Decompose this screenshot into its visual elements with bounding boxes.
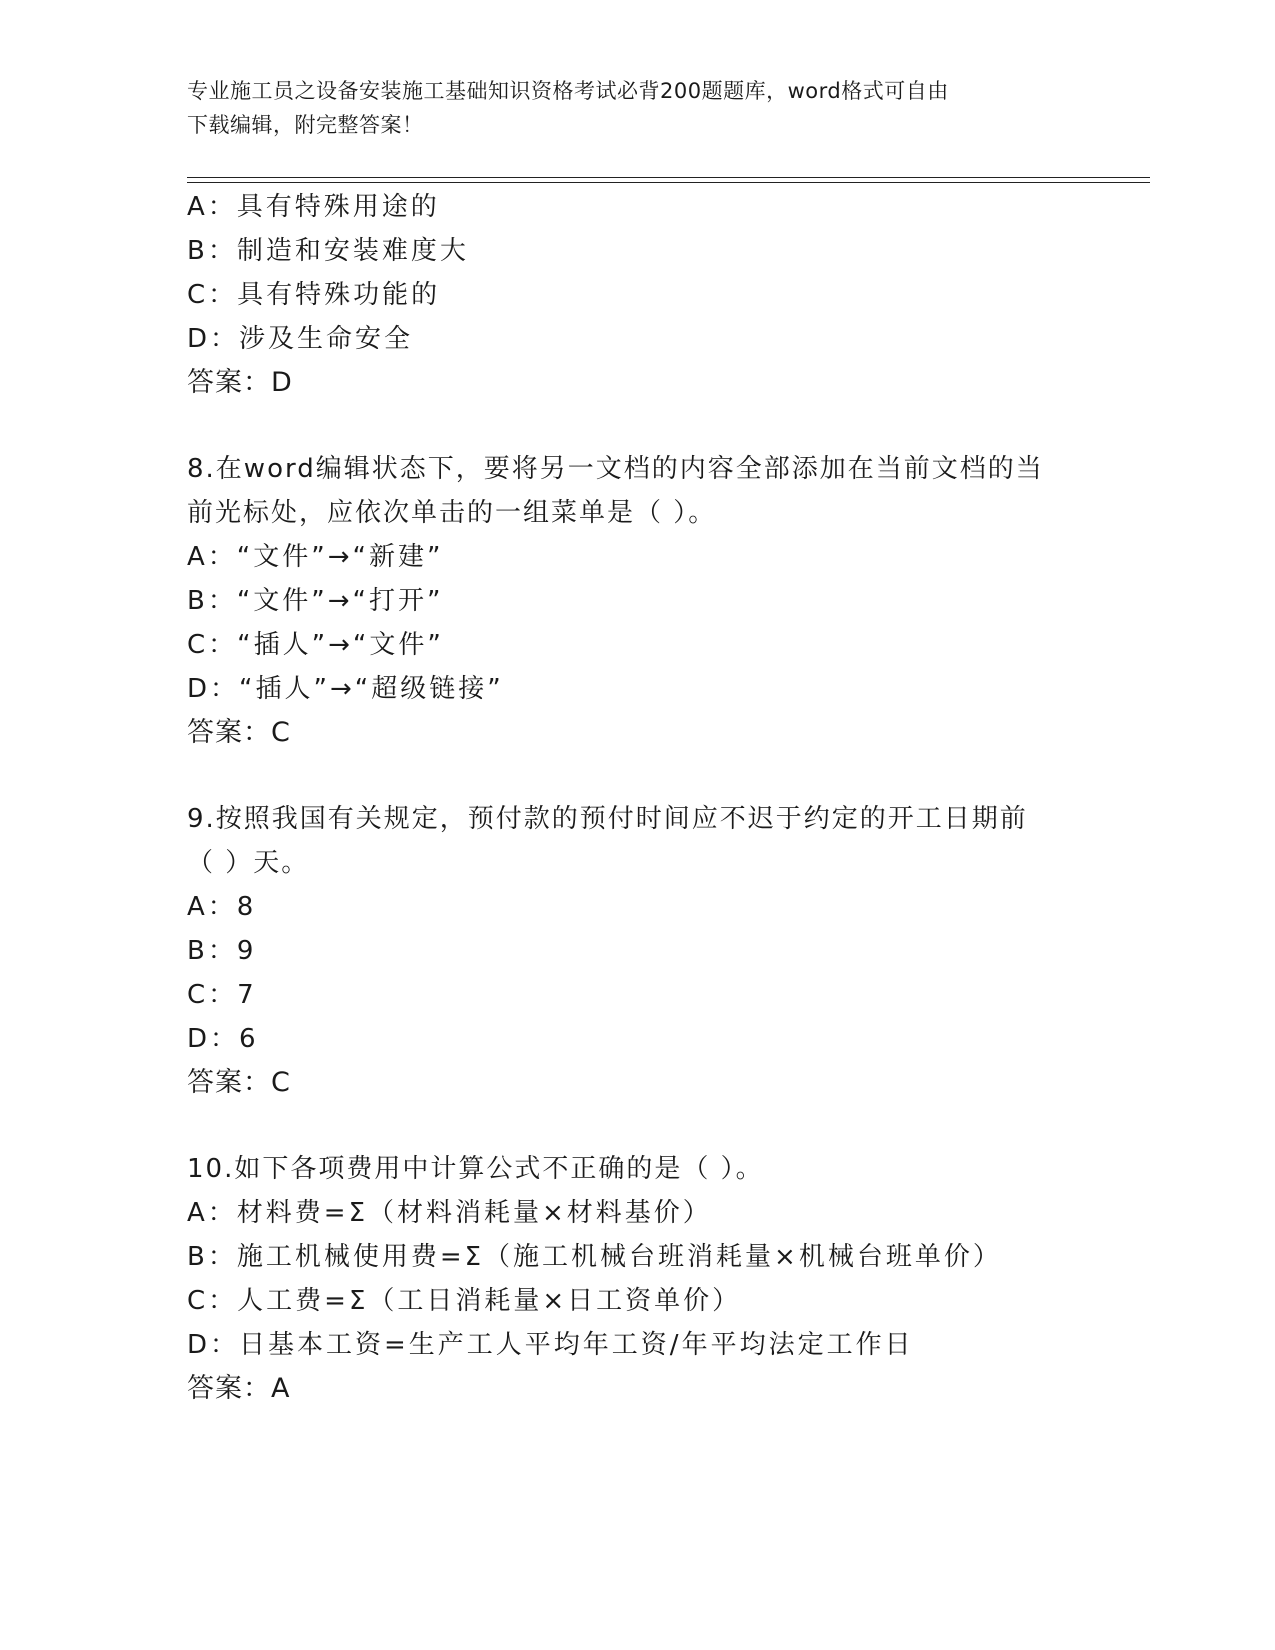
- q9-stem-line-1: 9.按照我国有关规定，预付款的预付时间应不迟于约定的开工日期前: [187, 804, 1028, 834]
- q10-answer: 答案：A: [187, 1373, 291, 1404]
- q9-option-d: D：6: [187, 1024, 259, 1054]
- q8-stem-line-2: 前光标处，应依次单击的一组菜单是（ ）。: [187, 498, 717, 528]
- document-header: [187, 74, 1087, 142]
- q8-option-c: C：“插人”→“文件”: [187, 630, 444, 660]
- header-divider-top: [187, 177, 1150, 178]
- header-line-1: 专业施工员之设备安装施工基础知识资格考试必背200题题库，word格式可自由: [187, 79, 949, 103]
- q9-option-c: C：7: [187, 980, 257, 1010]
- q9-option-a: A：8: [187, 892, 257, 922]
- q7-option-d: D：涉及生命安全: [187, 324, 414, 354]
- q10-stem-line-1: 10.如下各项费用中计算公式不正确的是（ ）。: [187, 1154, 764, 1184]
- q8-answer: 答案：C: [187, 717, 291, 748]
- q8-option-b: B：“文件”→“打开”: [187, 586, 444, 616]
- q9-answer: 答案：C: [187, 1067, 291, 1098]
- q9-stem-line-2: （ ）天。: [187, 848, 310, 878]
- q10-option-b: B：施工机械使用费=Σ（施工机械台班消耗量×机械台班单价）: [187, 1242, 1002, 1272]
- q10-option-d: D：日基本工资=生产工人平均年工资/年平均法定工作日: [187, 1330, 914, 1360]
- header-line-2: 下载编辑，附完整答案！: [187, 113, 424, 137]
- q8-stem-line-1: 8.在word编辑状态下，要将另一文档的内容全部添加在当前文档的当: [187, 454, 1044, 484]
- header-divider-bottom: [187, 182, 1150, 183]
- q7-option-a: A：具有特殊用途的: [187, 192, 440, 222]
- q8-option-d: D：“插人”→“超级链接”: [187, 674, 504, 704]
- q7-option-b: B：制造和安装难度大: [187, 236, 469, 266]
- q7-option-c: C：具有特殊功能的: [187, 280, 441, 310]
- q10-option-a: A：材料费=Σ（材料消耗量×材料基价）: [187, 1198, 712, 1228]
- q9-option-b: B：9: [187, 936, 257, 966]
- q10-option-c: C：人工费=Σ（工日消耗量×日工资单价）: [187, 1286, 742, 1316]
- q7-answer: 答案：D: [187, 367, 293, 398]
- q8-option-a: A：“文件”→“新建”: [187, 542, 444, 572]
